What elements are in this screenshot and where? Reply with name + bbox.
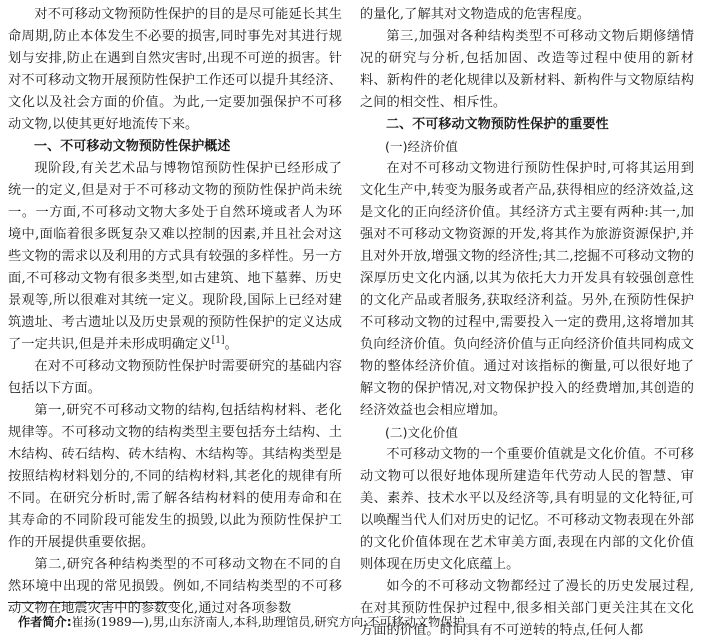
footnote-text: 崔扬(1989—),男,山东济南人,本科,助理馆员,研究方向:不可移动文物保护。 [71, 615, 477, 629]
section-1-paragraph-5: 第三,加强对各种结构类型不可移动文物后期修缮情况的研究与分析,包括加固、改造等过程中使用的新材料、新构件的老化规律以及新材料、新构件与文物原结构之间的相交性、相斥性。 [360, 29, 694, 110]
section-2-heading: 二、不可移动文物预防性保护的重要性 [386, 117, 609, 132]
reference-marker[interactable]: [1] [211, 335, 225, 346]
section-1-paragraph-1-text: 现阶段,有关艺术品与博物馆预防性保护已经形成了统一的定义,但是对于不可移动文物的预防性保护尚未统一。一方面,不可移动文物大多处于自然环境或者人为环境中,面临着很多既复杂又难以控制的因素,并且社会对这些文物的需求以及利用的方式具有较强的多样性。另一方面,不可移动文物有很多类型,如古建筑、地下墓葬、历史景观等,所以很难对其统一定义。现阶段,国际上已经对建筑遗址、考古遗址以及历史景观的预防性保护的定义达成了一定共识,但是并未形成明确定义 [8, 161, 342, 352]
subsection-economic-heading: (一)经济价值 [385, 139, 458, 154]
footnote-label: 作者简介: [18, 615, 72, 629]
right-column [360, 4, 694, 642]
section-1-paragraph-1-end: 。 [224, 337, 238, 352]
economic-value-paragraph: 在对不可移动文物进行预防性保护时,可将其运用到文化生产中,转变为服务或者产品,获得相应的经济效益,这是文化的正向经济价值。其经济方式主要有两种:其一,加强对不可移动文物资源的开发,将其作为旅游资源保护,并且对外开放,增强文物的经济性;其二,挖掘不可移动文物的深厚历史文化内涵,以其为依托大力开发具有较强创意性的文化产品或者服务,获取经济利益。另外,在预防性保护不可移动文物的过程中,需要投入一定的费用,这将增加其负向经济价值。负向经济价值与正向经济价值共同构成文物的整体经济价值。通过对该指标的衡量,可以很好地了解文物的保护情况,对文物保护投入的经费增加,其创造的经济效益也会相应增加。 [360, 161, 694, 418]
section-1-heading: 一、不可移动文物预防性保护概述 [34, 139, 231, 154]
intro-paragraph: 对不可移动文物预防性保护的目的是尽可能延长其生命周期,防止本体发生不必要的损害,同时事先对其进行规划与安排,防止在遇到自然灾害时,出现不可逆的损害。针对不可移动文物开展预防性保护工作还可以提升其经济、文化以及社会方面的价值。为此,一定要加强保护不可移动文物,以使其更好地流传下来。 [8, 7, 342, 132]
section-1-paragraph-2: 在对不可移动文物预防性保护时需要研究的基础内容包括以下方面。 [8, 359, 342, 396]
footnote-divider [8, 602, 180, 603]
left-column [8, 4, 342, 620]
cultural-value-paragraph-1: 不可移动文物的一个重要价值就是文化价值。不可移动文物可以很好地体现所建造年代劳动人民的智慧、审美、素养、技术水平以及经济等,具有明显的文化特征,可以唤醒当代人们对历史的记忆。不可移动文物表现在外部的文化价值体现在艺术审美方面,表现在内部的文化价值则体现在历史文化底蕴上。 [360, 447, 694, 572]
section-1-paragraph-1 [8, 158, 342, 356]
cultural-value-paragraph-2: 如今的不可移动文物都经过了漫长的历史发展过程,在对其预防性保护过程中,很多相关部门更关注其在文化方面的价值。时间具有不可逆转的特点,任何人都 [360, 579, 694, 638]
section-1-paragraph-3: 第一,研究不可移动文物的结构,包括结构材料、老化规律等。不可移动文物的结构类型主要包括夯土结构、土木结构、砖石结构、砖木结构、木结构等。其结构类型是按照结构材料划分的,不同的结构材料,其老化的规律有所不同。在研究分析时,需了解各结构材料的使用寿命和在其寿命的不同阶段可能发生的损毁,以此为预防性保护工作的开展提供重要依据。 [8, 403, 342, 550]
subsection-cultural-heading: (二)文化价值 [385, 425, 458, 440]
continued-paragraph: 的量化,了解其对文物造成的危害程度。 [360, 7, 591, 22]
section-1-paragraph-4: 第二,研究各种结构类型的不可移动文物在不同的自然环境中出现的常见损毁。例如,不同结构类型的不可移动文物在地震灾害中的参数变化,通过对各项参数 [8, 557, 342, 616]
author-footnote [18, 613, 698, 631]
